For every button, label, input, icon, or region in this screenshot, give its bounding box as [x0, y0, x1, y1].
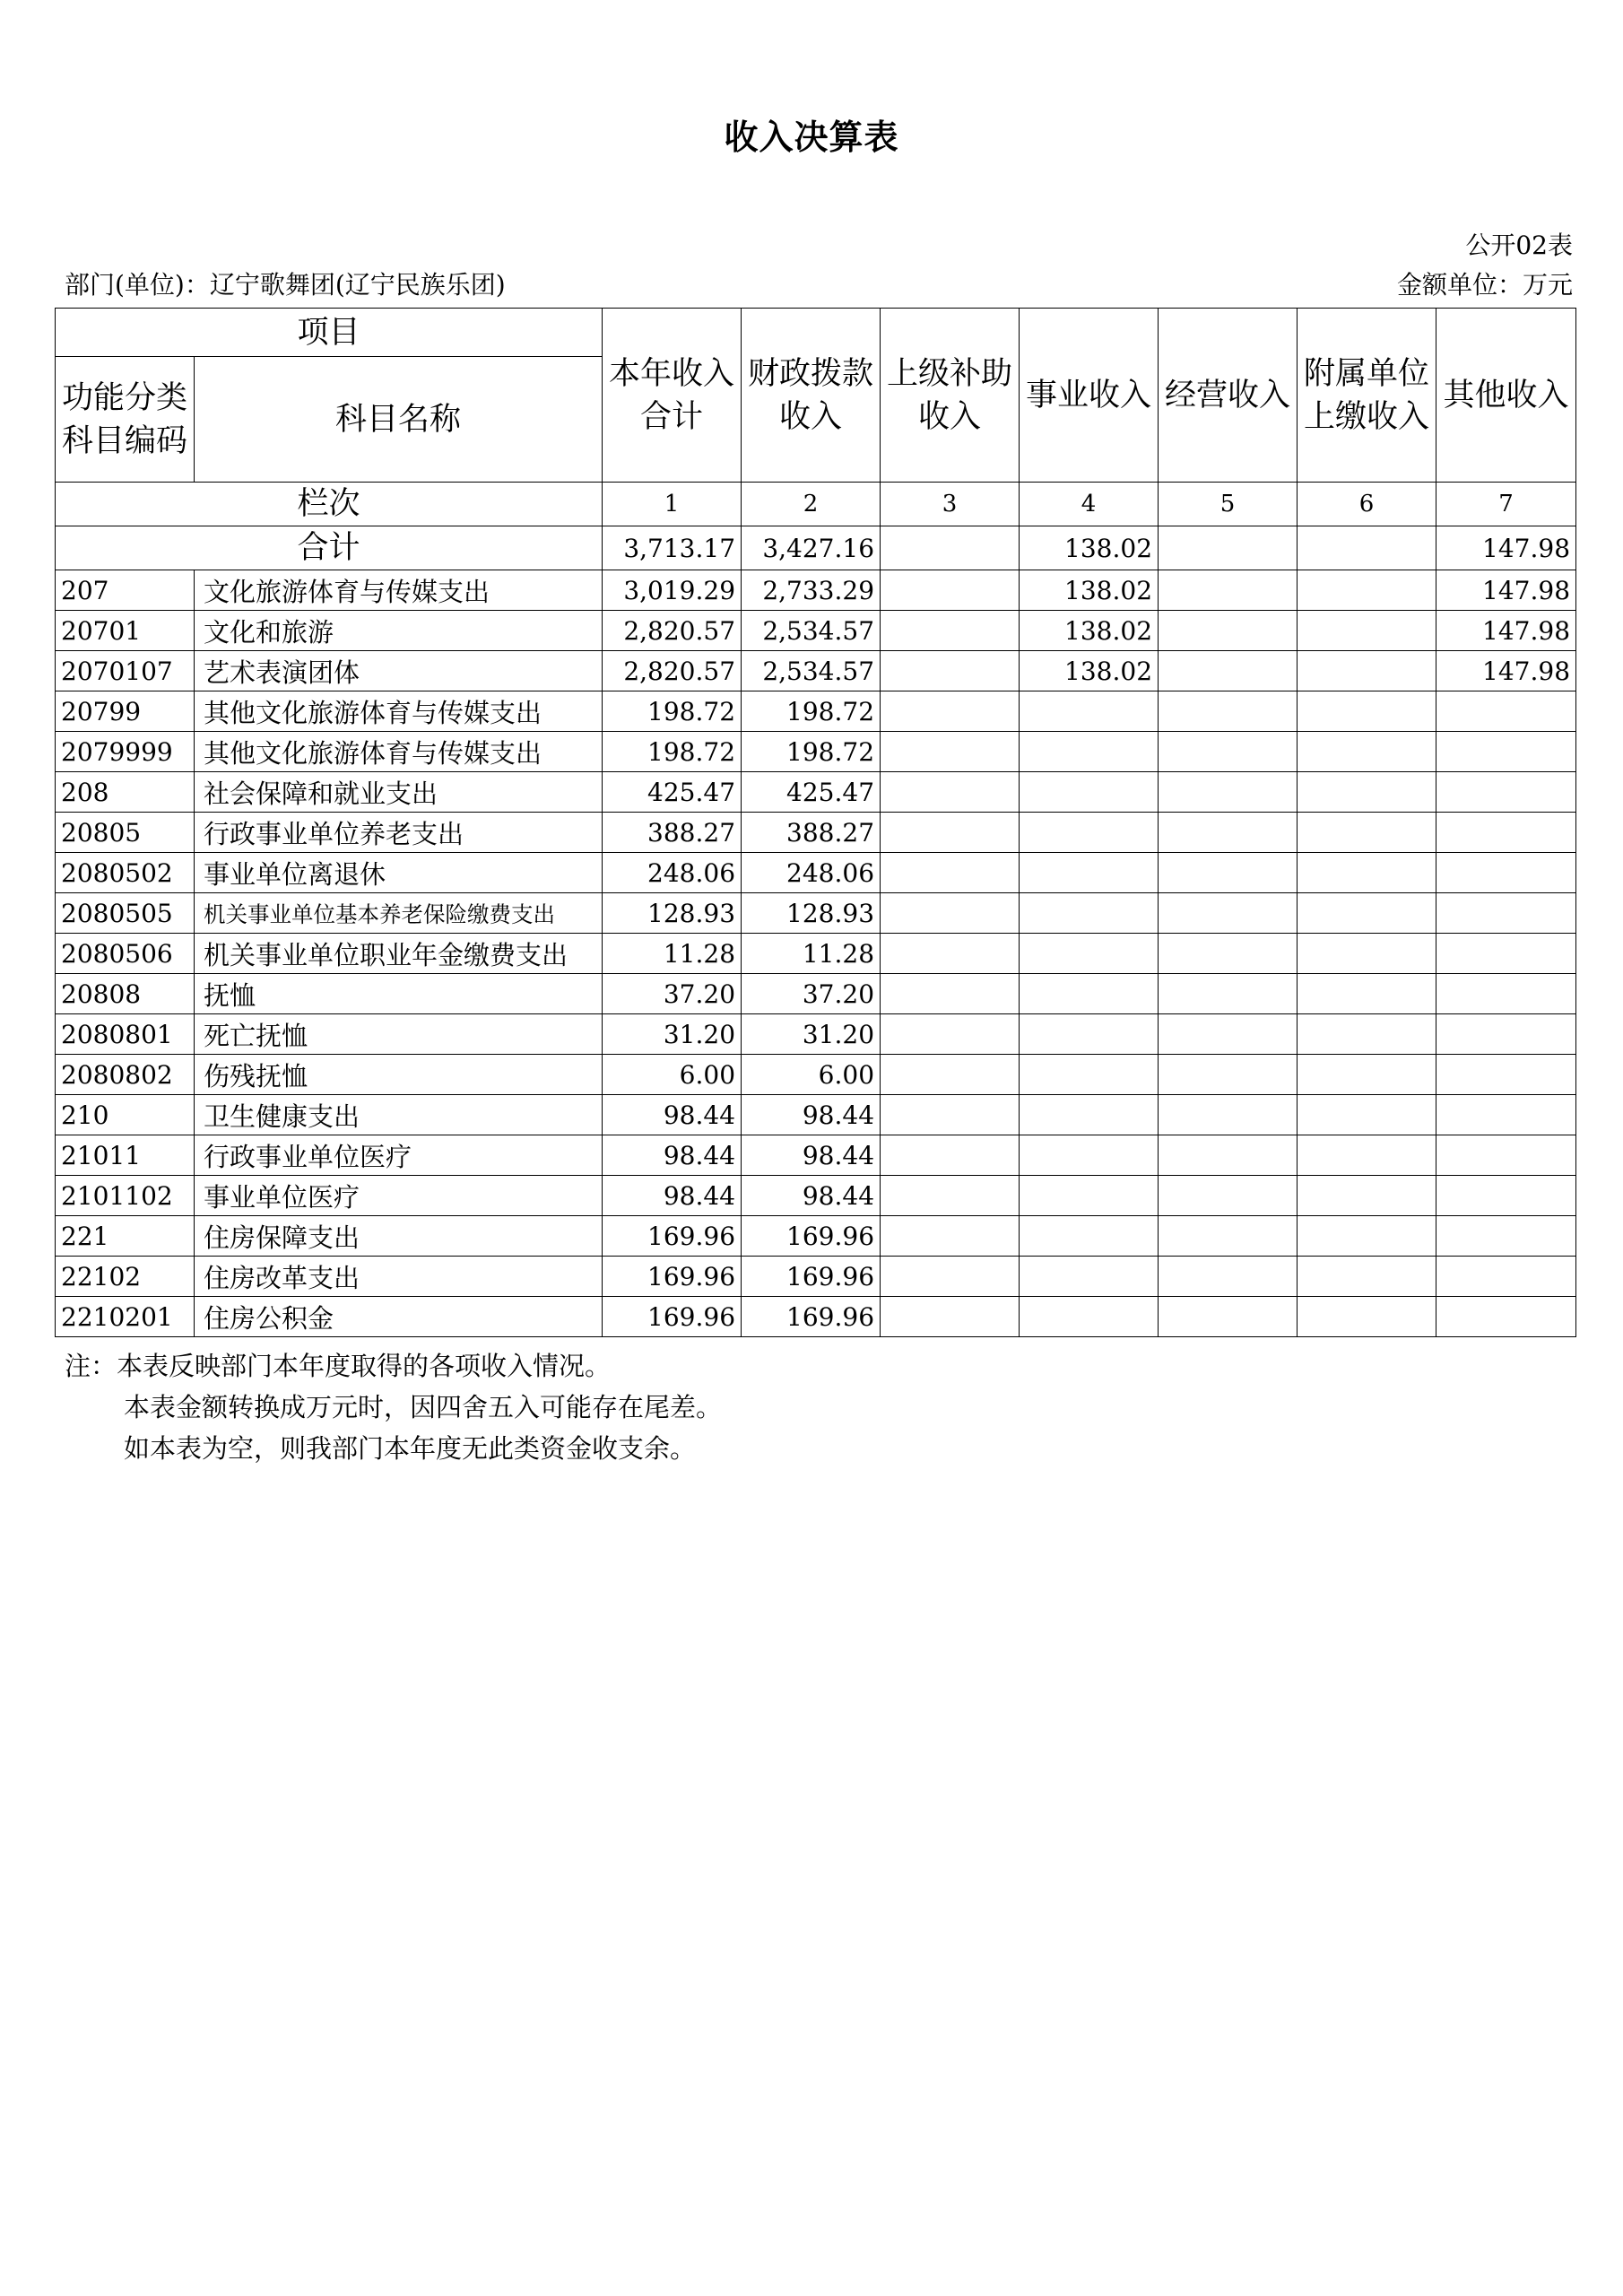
row-value: 388.27	[603, 813, 742, 853]
row-value: 37.20	[603, 974, 742, 1014]
row-value	[1298, 1176, 1436, 1216]
row-value	[1298, 570, 1436, 611]
row-code: 207	[56, 570, 195, 611]
row-value	[881, 853, 1020, 893]
row-code: 20805	[56, 813, 195, 853]
row-value	[1436, 691, 1576, 732]
header-col-3: 上级补助收入	[881, 309, 1020, 483]
table-row	[56, 651, 1576, 691]
row-value: 198.72	[742, 732, 881, 772]
row-value: 425.47	[742, 772, 881, 813]
row-value: 169.96	[742, 1297, 881, 1337]
row-value: 11.28	[742, 934, 881, 974]
row-value	[1298, 1014, 1436, 1055]
row-value	[1298, 974, 1436, 1014]
row-value: 11.28	[603, 934, 742, 974]
row-value: 169.96	[742, 1257, 881, 1297]
income-table	[55, 308, 1576, 1337]
column-number: 7	[1436, 483, 1576, 526]
table-row	[56, 934, 1576, 974]
row-code: 20701	[56, 611, 195, 651]
total-value: 3,427.16	[742, 526, 881, 570]
row-value	[1298, 1135, 1436, 1176]
row-name: 事业单位离退休	[195, 853, 603, 893]
row-value	[881, 732, 1020, 772]
row-value: 98.44	[603, 1135, 742, 1176]
header-name: 科目名称	[195, 357, 603, 483]
row-value: 169.96	[603, 1297, 742, 1337]
total-value: 138.02	[1020, 526, 1159, 570]
row-code: 20799	[56, 691, 195, 732]
row-value: 98.44	[742, 1135, 881, 1176]
row-value	[1436, 853, 1576, 893]
column-number: 5	[1159, 483, 1298, 526]
table-row	[56, 1257, 1576, 1297]
row-code: 21011	[56, 1135, 195, 1176]
row-value	[1436, 732, 1576, 772]
row-code: 210	[56, 1095, 195, 1135]
row-name: 其他文化旅游体育与传媒支出	[195, 691, 603, 732]
row-value	[881, 1135, 1020, 1176]
row-name: 机关事业单位基本养老保险缴费支出	[195, 893, 603, 934]
row-value	[1020, 1176, 1159, 1216]
row-value	[1020, 853, 1159, 893]
row-value	[1436, 1176, 1576, 1216]
total-value	[1159, 526, 1298, 570]
row-value	[1298, 934, 1436, 974]
table-row	[56, 1297, 1576, 1337]
row-code: 2080506	[56, 934, 195, 974]
row-value	[1159, 893, 1298, 934]
row-value: 98.44	[603, 1095, 742, 1135]
row-code: 2080502	[56, 853, 195, 893]
table-row	[56, 853, 1576, 893]
row-value	[1159, 1216, 1298, 1257]
row-value: 128.93	[742, 893, 881, 934]
row-value	[1298, 691, 1436, 732]
row-name: 机关事业单位职业年金缴费支出	[195, 934, 603, 974]
row-value	[1159, 1014, 1298, 1055]
table-row	[56, 1014, 1576, 1055]
row-value	[1159, 691, 1298, 732]
table-row	[56, 570, 1576, 611]
row-value: 169.96	[742, 1216, 881, 1257]
amount-unit-label: 金额单位：万元	[1396, 270, 1573, 300]
row-code: 2079999	[56, 732, 195, 772]
row-value: 31.20	[603, 1014, 742, 1055]
table-row	[56, 1095, 1576, 1135]
table-row	[56, 691, 1576, 732]
row-value	[1298, 813, 1436, 853]
row-value: 138.02	[1020, 651, 1159, 691]
row-value	[1436, 1135, 1576, 1176]
row-value: 3,019.29	[603, 570, 742, 611]
row-value: 147.98	[1436, 651, 1576, 691]
row-name: 行政事业单位医疗	[195, 1135, 603, 1176]
row-value	[1020, 691, 1159, 732]
total-value	[881, 526, 1020, 570]
row-code: 2080802	[56, 1055, 195, 1095]
row-value	[1020, 772, 1159, 813]
row-value	[1159, 813, 1298, 853]
row-value	[1298, 893, 1436, 934]
row-name: 文化和旅游	[195, 611, 603, 651]
row-name: 卫生健康支出	[195, 1095, 603, 1135]
row-value	[1436, 1055, 1576, 1095]
row-value	[1159, 1297, 1298, 1337]
row-value	[1298, 853, 1436, 893]
form-number: 公开02表	[1465, 230, 1573, 260]
table-row	[56, 813, 1576, 853]
row-value	[1159, 853, 1298, 893]
row-value	[881, 934, 1020, 974]
row-value: 6.00	[742, 1055, 881, 1095]
row-value: 2,820.57	[603, 651, 742, 691]
row-value	[1159, 651, 1298, 691]
table-row	[56, 1135, 1576, 1176]
row-value	[881, 1014, 1020, 1055]
row-value: 2,733.29	[742, 570, 881, 611]
row-value	[881, 974, 1020, 1014]
row-name: 伤残抚恤	[195, 1055, 603, 1095]
row-value	[881, 570, 1020, 611]
row-value	[1298, 1095, 1436, 1135]
header-row-index: 栏次	[56, 483, 603, 526]
table-row	[56, 611, 1576, 651]
row-name: 死亡抚恤	[195, 1014, 603, 1055]
row-value	[1436, 1014, 1576, 1055]
row-code: 22102	[56, 1257, 195, 1297]
row-value	[1436, 974, 1576, 1014]
row-value	[881, 813, 1020, 853]
row-value	[1159, 570, 1298, 611]
row-value: 37.20	[742, 974, 881, 1014]
row-value: 98.44	[742, 1095, 881, 1135]
row-value	[881, 651, 1020, 691]
row-value	[881, 611, 1020, 651]
row-value: 2,534.57	[742, 611, 881, 651]
row-value	[1159, 1176, 1298, 1216]
row-value: 198.72	[603, 732, 742, 772]
row-value: 2,534.57	[742, 651, 881, 691]
row-code: 2101102	[56, 1176, 195, 1216]
row-value	[881, 893, 1020, 934]
row-value: 248.06	[742, 853, 881, 893]
note-line: 如本表为空，则我部门本年度无此类资金收支余。	[124, 1433, 697, 1464]
row-value	[1020, 1055, 1159, 1095]
row-value	[1298, 1055, 1436, 1095]
row-value	[1436, 1297, 1576, 1337]
row-value	[881, 1095, 1020, 1135]
row-name: 住房改革支出	[195, 1257, 603, 1297]
row-value	[1298, 1297, 1436, 1337]
row-code: 2080801	[56, 1014, 195, 1055]
row-code: 221	[56, 1216, 195, 1257]
row-value	[1020, 1297, 1159, 1337]
row-name: 其他文化旅游体育与传媒支出	[195, 732, 603, 772]
row-name: 事业单位医疗	[195, 1176, 603, 1216]
row-value	[881, 1297, 1020, 1337]
row-value: 198.72	[603, 691, 742, 732]
row-name: 住房保障支出	[195, 1216, 603, 1257]
total-row	[56, 526, 1576, 570]
row-value	[1020, 893, 1159, 934]
table-row	[56, 732, 1576, 772]
row-value	[1020, 732, 1159, 772]
row-value: 98.44	[603, 1176, 742, 1216]
row-value: 2,820.57	[603, 611, 742, 651]
row-value	[1298, 611, 1436, 651]
header-col-6: 附属单位上缴收入	[1298, 309, 1436, 483]
row-value	[1020, 1135, 1159, 1176]
header-col-5: 经营收入	[1159, 309, 1298, 483]
header-col-2: 财政拨款收入	[742, 309, 881, 483]
row-value: 31.20	[742, 1014, 881, 1055]
row-value	[1298, 772, 1436, 813]
row-code: 2080505	[56, 893, 195, 934]
row-value: 248.06	[603, 853, 742, 893]
row-value	[1159, 732, 1298, 772]
row-value	[1020, 934, 1159, 974]
row-value: 138.02	[1020, 570, 1159, 611]
column-number: 6	[1298, 483, 1436, 526]
row-value	[1159, 1135, 1298, 1176]
row-value	[1020, 1257, 1159, 1297]
header-col-4: 事业收入	[1020, 309, 1159, 483]
row-value: 147.98	[1436, 570, 1576, 611]
column-number: 3	[881, 483, 1020, 526]
row-value	[1020, 813, 1159, 853]
row-value	[1159, 611, 1298, 651]
note-line: 本表金额转换成万元时，因四舍五入可能存在尾差。	[124, 1392, 723, 1422]
row-value	[881, 1216, 1020, 1257]
row-value: 169.96	[603, 1257, 742, 1297]
row-name: 抚恤	[195, 974, 603, 1014]
total-value: 3,713.17	[603, 526, 742, 570]
row-value	[1436, 1216, 1576, 1257]
note-line: 注：本表反映部门本年度取得的各项收入情况。	[65, 1351, 612, 1381]
table-row	[56, 1055, 1576, 1095]
row-value	[1298, 1216, 1436, 1257]
department-label: 部门(单位)：辽宁歌舞团(辽宁民族乐团)	[65, 270, 506, 300]
row-value	[1159, 1257, 1298, 1297]
row-value: 425.47	[603, 772, 742, 813]
row-code: 20808	[56, 974, 195, 1014]
row-name: 艺术表演团体	[195, 651, 603, 691]
row-code: 2070107	[56, 651, 195, 691]
header-col-1: 本年收入合计	[603, 309, 742, 483]
row-value	[881, 1176, 1020, 1216]
row-name: 住房公积金	[195, 1297, 603, 1337]
row-value: 147.98	[1436, 611, 1576, 651]
row-value: 169.96	[603, 1216, 742, 1257]
row-value	[1020, 974, 1159, 1014]
row-value	[1298, 651, 1436, 691]
header-col-7: 其他收入	[1436, 309, 1576, 483]
row-value	[1436, 934, 1576, 974]
total-value	[1298, 526, 1436, 570]
row-value	[881, 1257, 1020, 1297]
row-name: 文化旅游体育与传媒支出	[195, 570, 603, 611]
header-item: 项目	[56, 309, 603, 357]
row-value	[1298, 732, 1436, 772]
row-name: 行政事业单位养老支出	[195, 813, 603, 853]
row-value: 6.00	[603, 1055, 742, 1095]
table-row	[56, 1176, 1576, 1216]
total-value: 147.98	[1436, 526, 1576, 570]
row-value	[881, 772, 1020, 813]
row-value: 98.44	[742, 1176, 881, 1216]
row-value	[881, 1055, 1020, 1095]
notes	[65, 1345, 722, 1469]
total-label: 合计	[56, 526, 603, 570]
row-value	[1298, 1257, 1436, 1297]
table-row	[56, 1216, 1576, 1257]
row-value	[1159, 1055, 1298, 1095]
table-row	[56, 772, 1576, 813]
row-value	[1020, 1216, 1159, 1257]
row-value	[1159, 934, 1298, 974]
row-value: 128.93	[603, 893, 742, 934]
row-value	[1436, 772, 1576, 813]
row-value	[881, 691, 1020, 732]
row-code: 2210201	[56, 1297, 195, 1337]
table-row	[56, 893, 1576, 934]
row-value	[1159, 1095, 1298, 1135]
row-value	[1436, 813, 1576, 853]
column-number: 1	[603, 483, 742, 526]
row-value	[1436, 893, 1576, 934]
row-value	[1436, 1095, 1576, 1135]
row-code: 208	[56, 772, 195, 813]
page-title: 收入决算表	[724, 117, 899, 157]
row-value: 388.27	[742, 813, 881, 853]
row-value	[1159, 772, 1298, 813]
row-value	[1436, 1257, 1576, 1297]
row-value: 138.02	[1020, 611, 1159, 651]
row-value: 198.72	[742, 691, 881, 732]
column-number: 4	[1020, 483, 1159, 526]
row-value	[1020, 1014, 1159, 1055]
row-value	[1159, 974, 1298, 1014]
header-code: 功能分类科目编码	[56, 357, 195, 483]
table-row	[56, 974, 1576, 1014]
row-name: 社会保障和就业支出	[195, 772, 603, 813]
column-number: 2	[742, 483, 881, 526]
row-value	[1020, 1095, 1159, 1135]
